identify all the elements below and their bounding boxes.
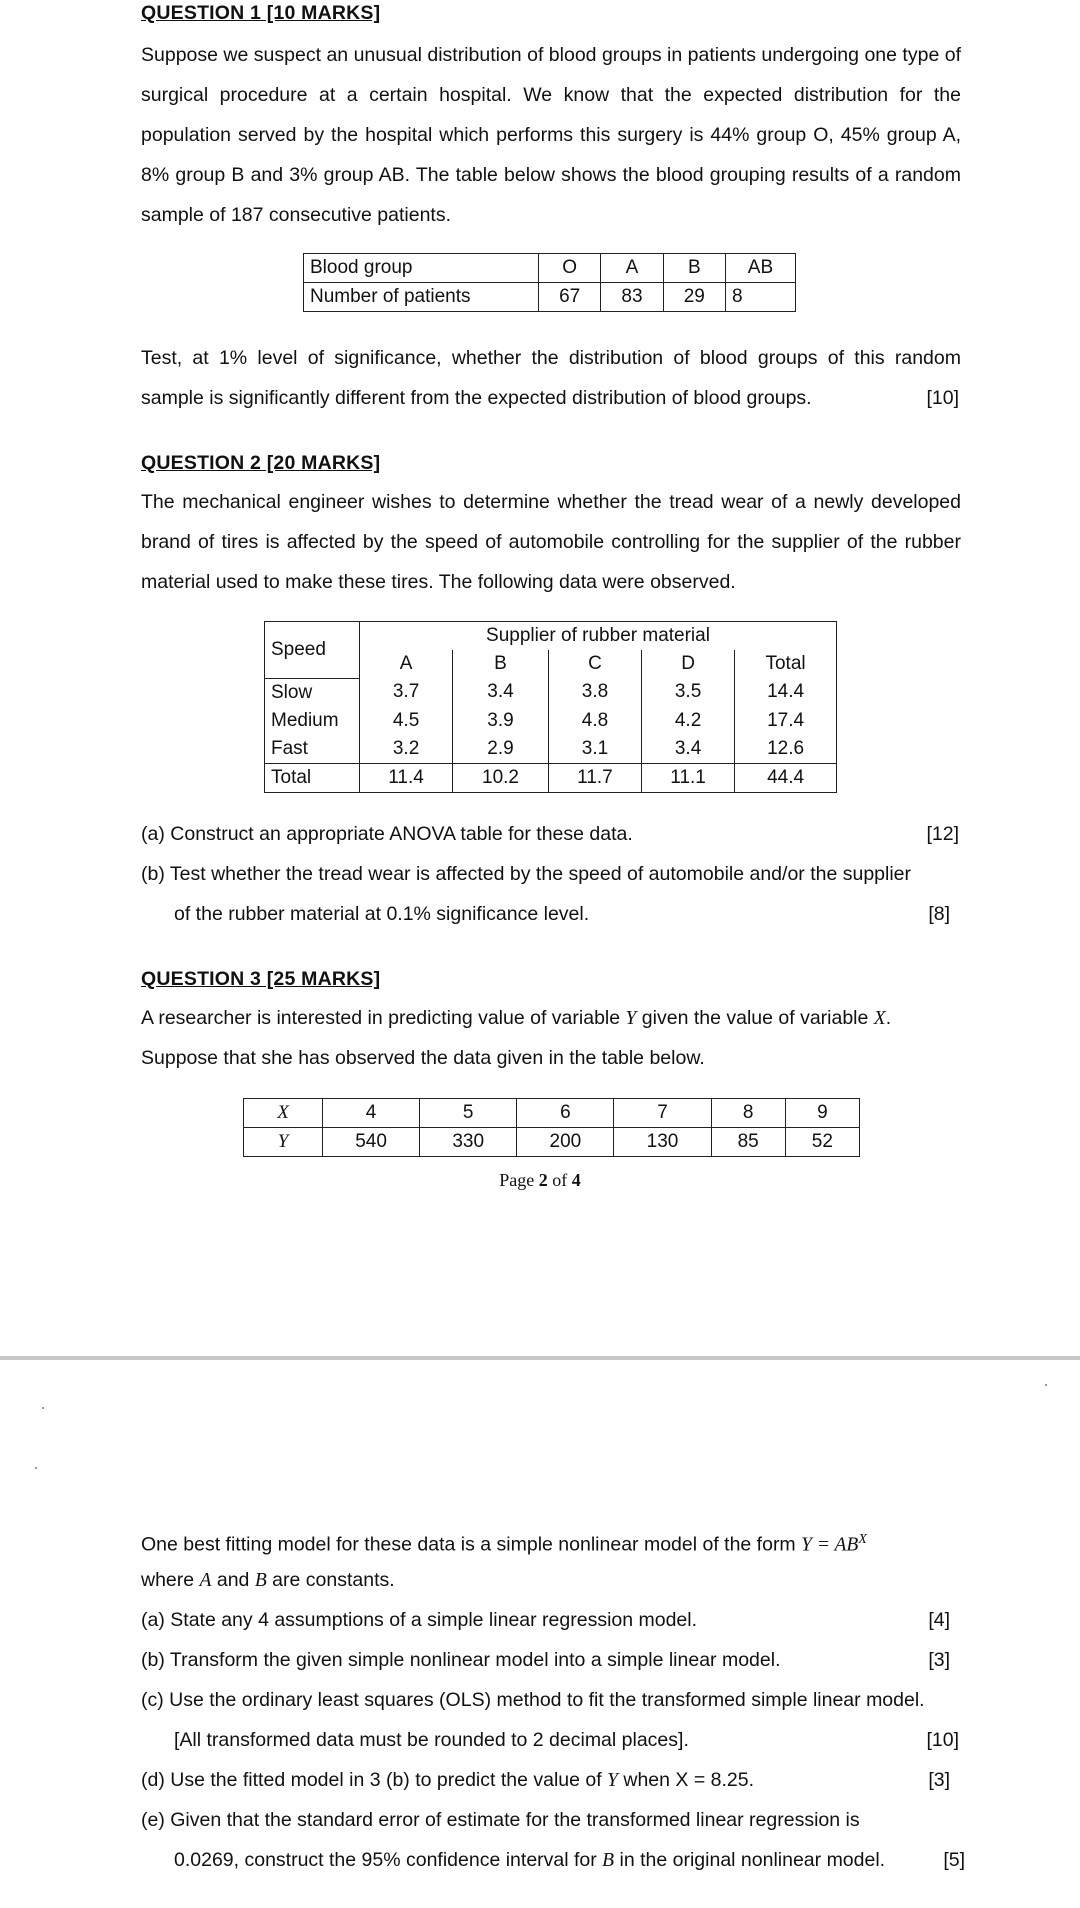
table-cell: B — [663, 254, 725, 283]
question-3-part-a — [141, 1600, 961, 1640]
table-cell: 29 — [663, 283, 725, 312]
part-label: (e) — [141, 1809, 165, 1831]
table-cell: X — [244, 1099, 323, 1128]
table-cell: A — [601, 254, 663, 283]
table-cell: 52 — [785, 1128, 859, 1157]
model-text: are constants. — [266, 1569, 395, 1591]
table-cell: 10.2 — [453, 763, 549, 792]
table-cell: Supplier of rubber material — [360, 622, 837, 651]
table-cell: 14.4 — [735, 678, 837, 707]
table-row — [244, 1099, 860, 1128]
question-2-intro: The mechanical engineer wishes to determine whether the tread wear of a newly developed brand of tires is affected by the speed of automobile controlling for the supplier of the rubber material used to make these tires. The following data were observed. — [141, 491, 961, 593]
model-exponent: X — [858, 1532, 867, 1547]
part-text: when X = 8.25. — [617, 1769, 755, 1791]
table-row — [265, 763, 837, 792]
table-cell: 9 — [785, 1099, 859, 1128]
table-cell: 3.5 — [642, 678, 735, 707]
question-3-part-c-marks: [10] — [926, 1729, 959, 1751]
table-cell: Total — [735, 650, 837, 678]
question-3-part-e-marks: [5] — [943, 1849, 965, 1871]
table-row — [265, 735, 837, 764]
part-text: Test whether the tread wear is affected by the speed of automobile and/or the supplier — [169, 863, 912, 885]
const-b: B — [254, 1570, 267, 1591]
part-text: Use the ordinary least squares (OLS) method to fit the transformed simple linear model. — [169, 1689, 925, 1711]
page-footer — [0, 1170, 1080, 1191]
table-cell: Speed — [265, 622, 360, 679]
table-cell: 3.2 — [360, 735, 453, 764]
part-label: (c) — [141, 1689, 164, 1711]
scan-speck — [42, 1407, 44, 1409]
question-1-heading: QUESTION 1 [10 MARKS] — [141, 2, 381, 24]
table-cell: 330 — [420, 1128, 517, 1157]
var-x: X — [873, 1008, 886, 1029]
scan-speck — [35, 1467, 37, 1469]
model-formula: Y = AB — [801, 1534, 859, 1556]
intro-text: given the value of variable — [636, 1007, 874, 1029]
table-cell: 3.4 — [453, 678, 549, 707]
question-3-part-e — [141, 1800, 961, 1840]
table-cell: Total — [265, 763, 360, 792]
table-row — [304, 283, 796, 312]
scan-speck — [1045, 1384, 1047, 1386]
const-b: B — [602, 1850, 615, 1871]
part-text: in the original nonlinear model. — [614, 1849, 886, 1871]
question-2-part-b-cont: of the rubber material at 0.1% significance level. — [174, 903, 590, 925]
part-text: 0.0269, construct the 95% confidence interval for — [174, 1849, 603, 1871]
footer-page-total: 4 — [571, 1170, 581, 1190]
table-cell: Blood group — [304, 254, 539, 283]
question-1-task-text: Test, at 1% level of significance, whether the distribution of blood groups of this random sample is significantly different from the expected distribution of blood groups. — [141, 347, 961, 409]
table-cell: B — [453, 650, 549, 678]
table-row — [265, 707, 837, 735]
table-cell: 7 — [614, 1099, 711, 1128]
table-cell: 83 — [601, 283, 663, 312]
question-3-heading: QUESTION 3 [25 MARKS] — [141, 968, 381, 990]
exam-page-3 — [0, 1362, 1080, 1908]
page-divider — [0, 1356, 1080, 1360]
model-text: One best fitting model for these data is a simple nonlinear model of the form — [141, 1533, 802, 1556]
var-y: Y — [625, 1008, 637, 1029]
question-1-task — [141, 338, 961, 418]
question-3-part-b-marks: [3] — [928, 1649, 950, 1671]
table-cell: 540 — [323, 1128, 420, 1157]
table-cell: Medium — [265, 707, 360, 735]
table-cell: 17.4 — [735, 707, 837, 735]
table-cell: Y — [244, 1128, 323, 1157]
table-cell: 11.7 — [548, 763, 641, 792]
question-3-part-e-cont — [174, 1840, 961, 1881]
question-2-part-a — [141, 814, 961, 854]
table-cell: 4.2 — [642, 707, 735, 735]
table-cell: 6 — [517, 1099, 614, 1128]
table-cell: 5 — [420, 1099, 517, 1128]
part-text: Transform the given simple nonlinear model into a simple linear model. — [169, 1649, 781, 1671]
part-text: Given that the standard error of estimate for the transformed linear regression is — [170, 1809, 860, 1831]
intro-text: A researcher is interested in predicting value of variable — [141, 1007, 626, 1029]
table-cell: 3.9 — [453, 707, 549, 735]
question-2-part-b-marks: [8] — [928, 903, 950, 925]
part-label: (b) — [141, 1649, 165, 1671]
question-1-marks: [10] — [926, 387, 959, 409]
footer-text: of — [547, 1170, 572, 1190]
table-cell: 11.4 — [360, 763, 453, 792]
question-2-part-b — [141, 854, 961, 894]
blood-group-table — [303, 253, 796, 312]
table-cell: 85 — [711, 1128, 785, 1157]
table-row — [265, 678, 837, 707]
table-cell: 12.6 — [735, 735, 837, 764]
part-text: Construct an appropriate ANOVA table for these data. — [170, 823, 633, 845]
part-label: (a) — [141, 823, 165, 845]
question-3-part-b — [141, 1640, 961, 1680]
table-cell: 130 — [614, 1128, 711, 1157]
table-cell: C — [548, 650, 641, 678]
table-cell: O — [539, 254, 601, 283]
table-cell: 4 — [323, 1099, 420, 1128]
table-cell: AB — [725, 254, 795, 283]
model-text: where — [141, 1569, 200, 1591]
question-3-part-d — [141, 1760, 961, 1801]
model-line-2 — [141, 1560, 961, 1601]
table-cell: D — [642, 650, 735, 678]
table-cell: 8 — [725, 283, 795, 312]
table-cell: 3.8 — [548, 678, 641, 707]
part-label: (a) — [141, 1609, 165, 1631]
model-line-1 — [141, 1520, 961, 1566]
question-3-part-c — [141, 1680, 961, 1720]
question-1-intro: Suppose we suspect an unusual distribution of blood groups in patients undergoing one type of surgical procedure at a certain hospital. We know that the expected distribution for the population served by the hospital which performs this surgery is 44% group O, 45% group A, 8% group B and 3% group AB. The table below shows the blood grouping results of a random sample of 187 consecutive patients. — [141, 44, 961, 226]
question-2-heading: QUESTION 2 [20 MARKS] — [141, 452, 381, 474]
xy-data-table — [243, 1098, 860, 1157]
tread-wear-table — [264, 621, 837, 793]
part-text: State any 4 assumptions of a simple linear regression model. — [170, 1609, 698, 1631]
question-3-intro-line1 — [141, 998, 961, 1039]
table-cell: 3.4 — [642, 735, 735, 764]
table-row — [265, 622, 837, 651]
question-3-part-d-marks: [3] — [928, 1769, 950, 1791]
table-row — [244, 1128, 860, 1157]
footer-text: Page — [499, 1170, 539, 1190]
const-a: A — [199, 1570, 212, 1591]
model-text: and — [211, 1569, 255, 1591]
question-3-part-c-cont: [All transformed data must be rounded to 2 decimal places]. — [174, 1729, 689, 1751]
part-text: Use the fitted model in 3 (b) to predict the value of — [170, 1769, 608, 1791]
table-cell: 2.9 — [453, 735, 549, 764]
table-cell: 8 — [711, 1099, 785, 1128]
table-cell: 3.1 — [548, 735, 641, 764]
part-label: (b) — [141, 863, 165, 885]
footer-page-number: 2 — [538, 1170, 548, 1190]
question-3-part-a-marks: [4] — [928, 1609, 950, 1631]
table-cell: 4.5 — [360, 707, 453, 735]
table-cell: 4.8 — [548, 707, 641, 735]
table-cell: 200 — [517, 1128, 614, 1157]
intro-text: . — [885, 1007, 892, 1029]
table-cell: Number of patients — [304, 283, 539, 312]
table-cell: 67 — [539, 283, 601, 312]
table-cell: A — [360, 650, 453, 678]
table-cell: 11.1 — [642, 763, 735, 792]
table-cell: Fast — [265, 735, 360, 764]
table-row — [304, 254, 796, 283]
question-2-part-a-marks: [12] — [926, 823, 959, 845]
table-cell: 44.4 — [735, 763, 837, 792]
part-label: (d) — [141, 1769, 165, 1791]
var-y: Y — [607, 1770, 618, 1791]
question-3-intro-line2: Suppose that she has observed the data given in the table below. — [141, 1047, 705, 1069]
table-cell: Slow — [265, 678, 360, 707]
table-cell: 3.7 — [360, 678, 453, 707]
